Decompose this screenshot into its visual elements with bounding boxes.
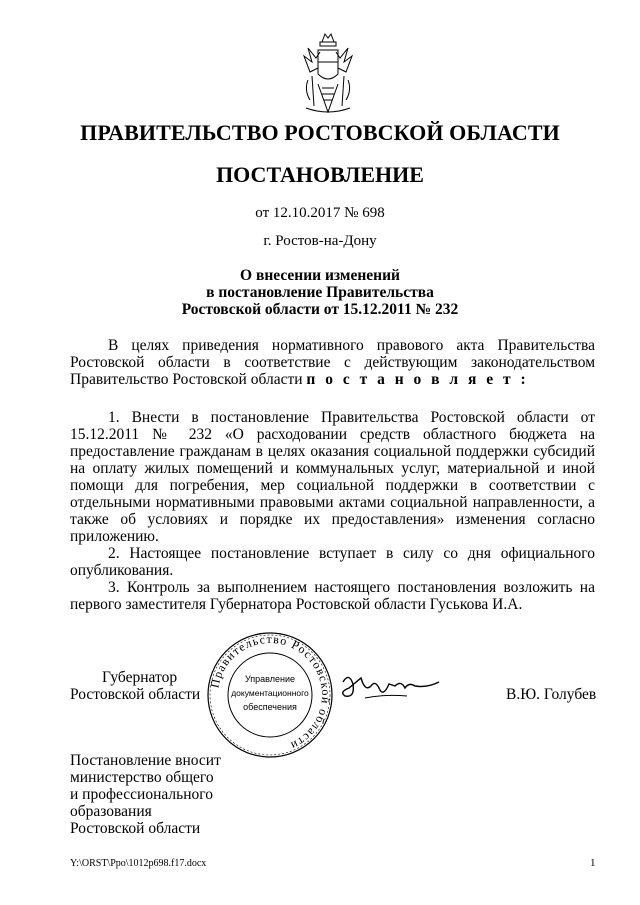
seal-center-line: обеспечения xyxy=(243,702,297,712)
organization-heading: ПРАВИТЕЛЬСТВО РОСТОВСКОЙ ОБЛАСТИ xyxy=(80,120,560,145)
official-seal xyxy=(205,630,335,760)
note-line: образования xyxy=(70,803,152,820)
title-line: Ростовской области от 15.12.2011 № 232 xyxy=(181,301,459,318)
preamble-paragraph xyxy=(70,337,595,388)
submitter-note xyxy=(70,752,221,837)
signatory-name: В.Ю. Голубев xyxy=(506,686,597,703)
signatory-position xyxy=(70,669,200,703)
item-3-paragraph xyxy=(70,579,595,613)
preamble-text: В целях приведения нормативного правового акта Правительства Ростовской области в соответствие с действующим законодательством Правительство Ростовской области xyxy=(70,337,595,388)
note-line: и профессионального xyxy=(70,786,213,803)
city: г. Ростов-на-Дону xyxy=(263,233,377,249)
date-number: от 12.10.2017 № 698 xyxy=(255,205,385,221)
item-3-text: 3. Контроль за выполнением настоящего постановления возложить на первого заместителя Губернатора Ростовской области Гуськова И.А. xyxy=(70,579,595,613)
title-line: в постановление Правительства xyxy=(206,284,434,301)
page-number: 1 xyxy=(590,857,596,869)
seal-center-line: документационного xyxy=(231,688,309,698)
note-line: Ростовской области xyxy=(70,820,201,837)
coat-of-arms-icon xyxy=(298,28,358,118)
note-line: министерство общего xyxy=(70,769,214,786)
position-line: Ростовской области xyxy=(70,686,201,703)
seal-ring-text: Правительство Ростовской области xyxy=(207,631,334,754)
item-1-paragraph xyxy=(70,409,595,545)
document-type-heading: ПОСТАНОВЛЕНИЕ xyxy=(216,162,424,187)
item-2-text: 2. Настоящее постановление вступает в силу со дня официального опубликования. xyxy=(70,545,595,579)
document-title xyxy=(0,267,640,318)
note-line: Постановление вносит xyxy=(70,752,221,769)
preamble-emphasis: п о с т а н о в л я е т : xyxy=(306,371,529,388)
file-path-footer: Y:\ORST\Ppo\1012p698.f17.docx xyxy=(70,858,207,869)
item-2-paragraph xyxy=(70,545,595,579)
handwritten-signature xyxy=(335,668,445,708)
item-1-text: 1. Внести в постановление Правительства Ростовской области от 15.12.2011 № 232 «О расходовании средств областного бюджета на предоставление гражданам в целях оказания социальной поддержки субсидий на оплату жилых помещений и коммунальных услуг, материальной и иной помощи для погребения, мер социальной поддержки в соответствии с отдельными нормативными правовыми актами социальной направленности, а также об условиях и порядке их предоставления» изменения согласно приложению. xyxy=(70,409,595,545)
seal-center-line: Управление xyxy=(244,674,296,684)
title-line: О внесении изменений xyxy=(240,267,400,284)
position-line: Губернатор xyxy=(102,669,178,686)
